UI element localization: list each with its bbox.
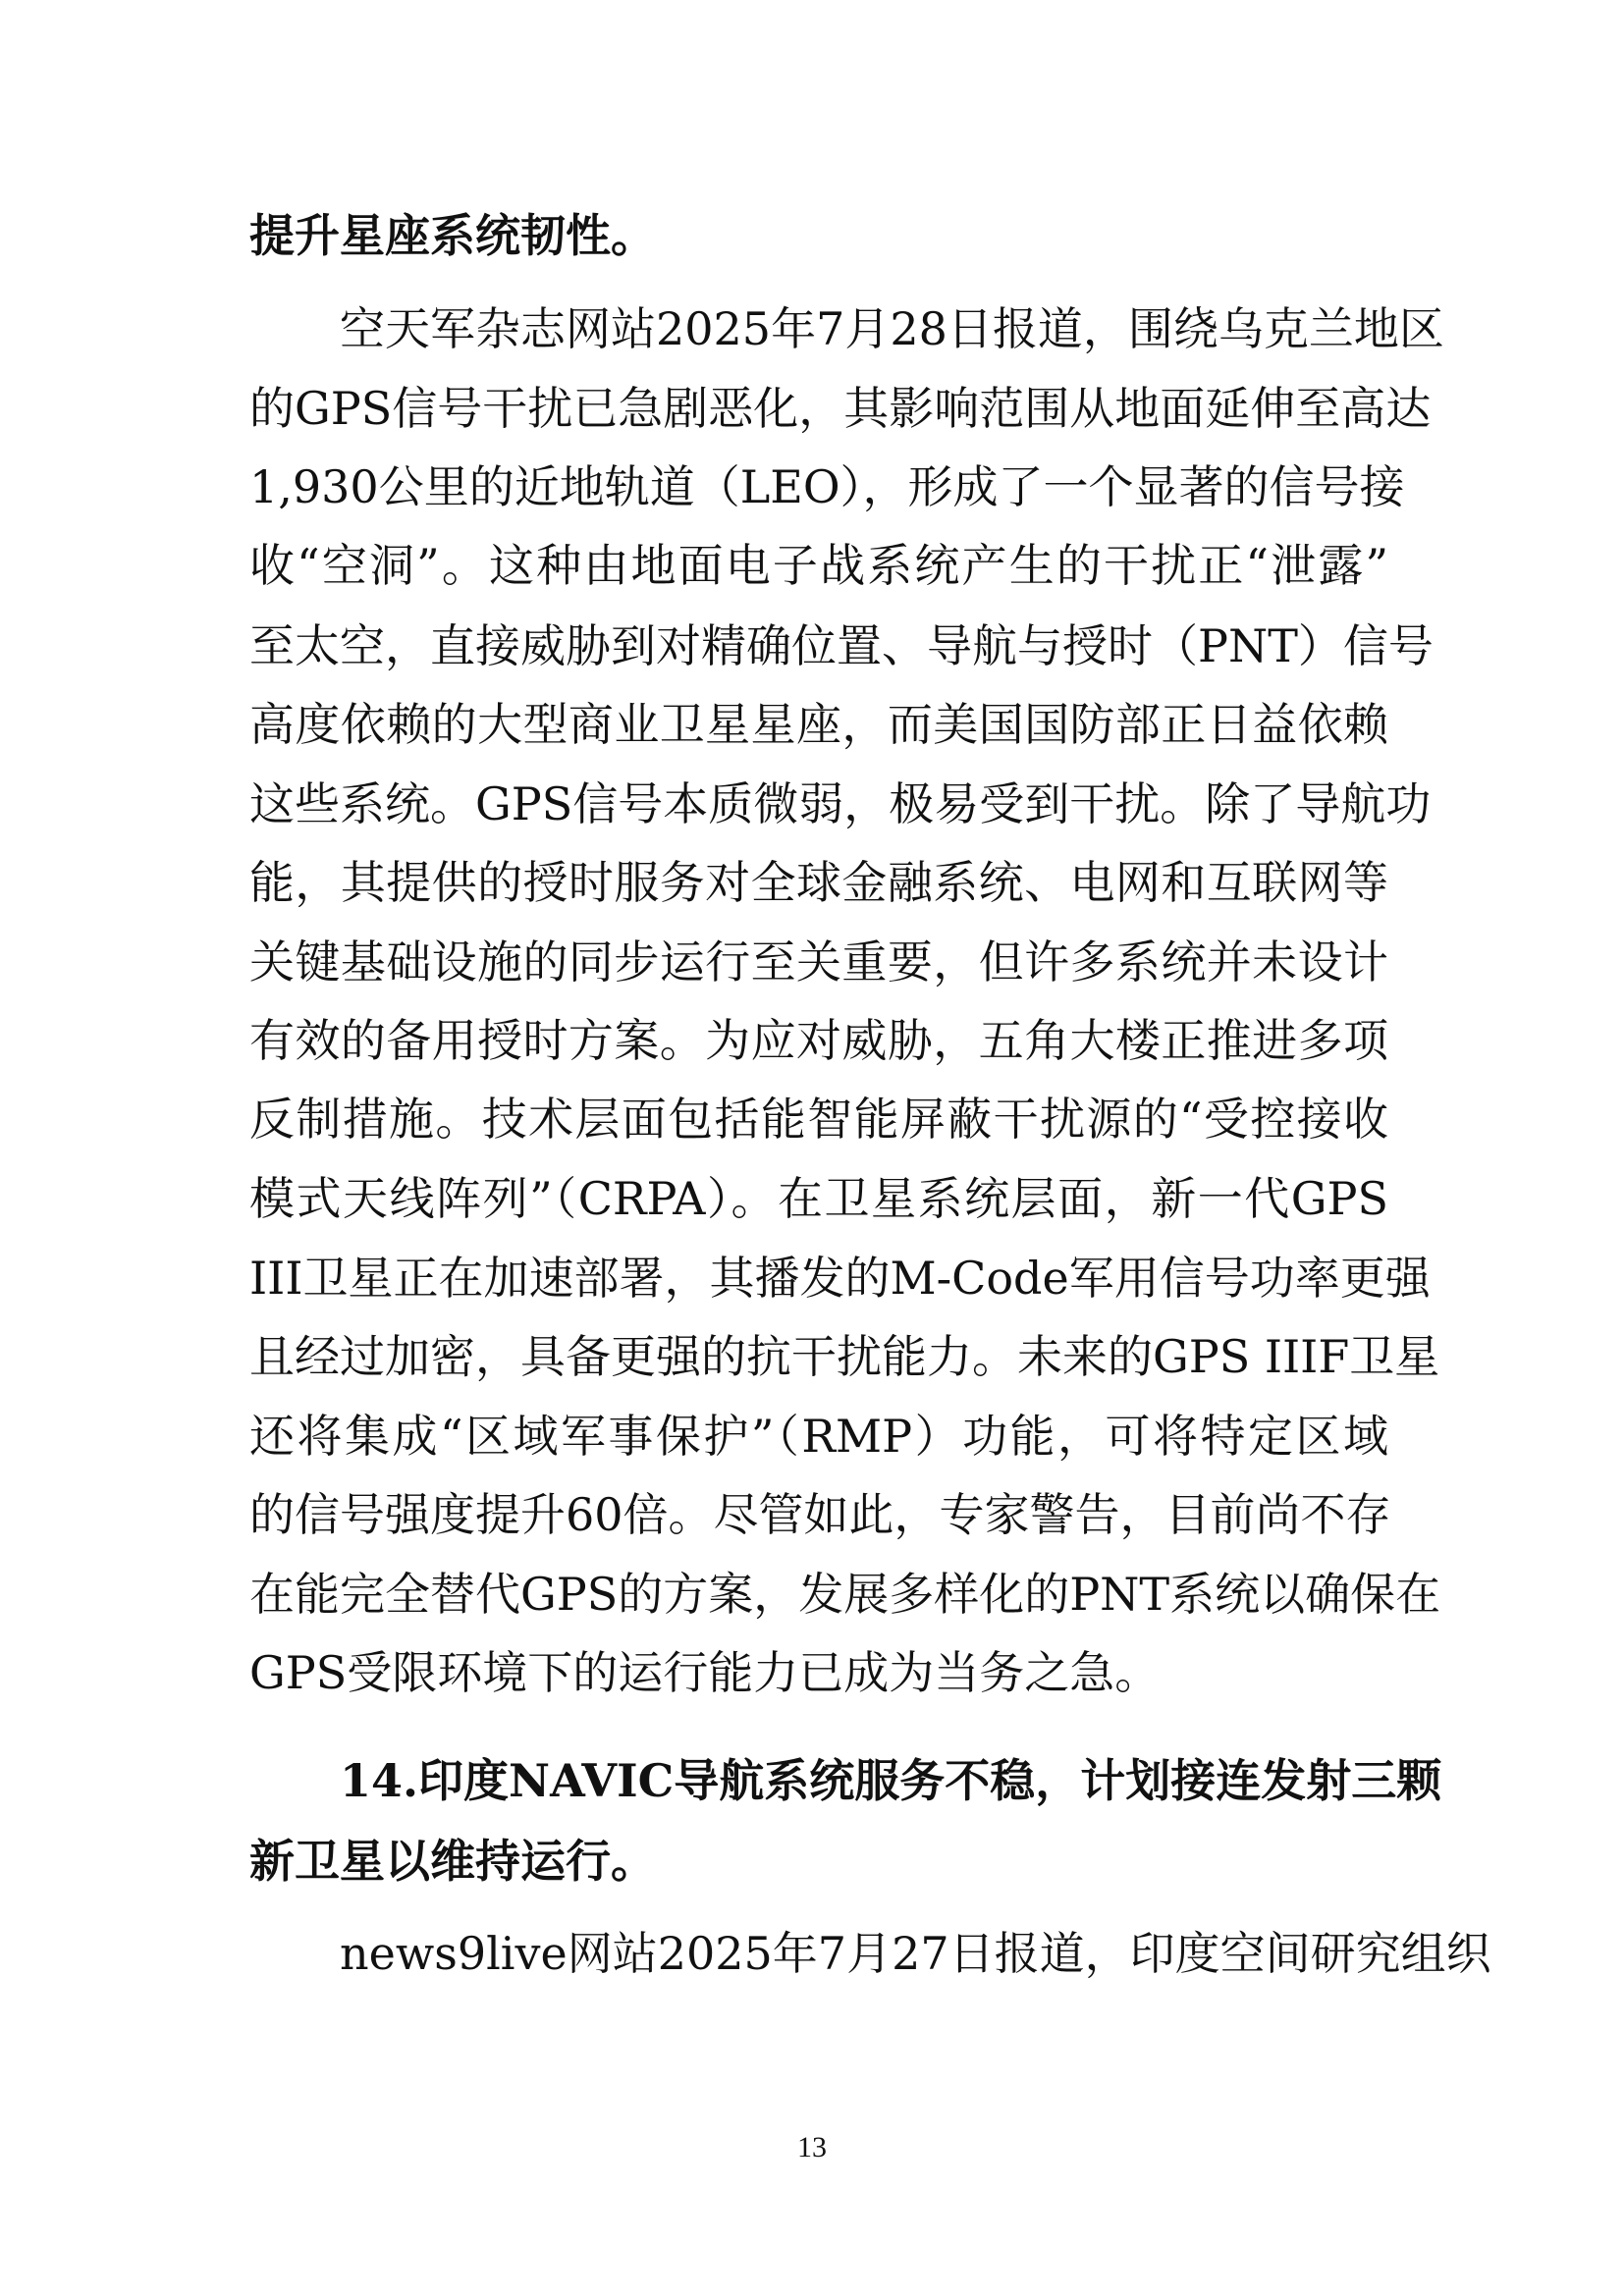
paragraph-line: 至太空，直接威胁到对精确位置、导航与授时（PNT）信号 [249, 619, 1434, 672]
section-heading-line: 14.印度NAVIC导航系统服务不稳，计划接连发射三颗 [340, 1754, 1442, 1807]
paragraph-line: 反制措施。技术层面包括能智能屏蔽干扰源的“受控接收 [249, 1093, 1388, 1146]
paragraph-line: 且经过加密，具备更强的抗干扰能力。未来的GPS IIIF卫星 [249, 1330, 1440, 1383]
paragraph-line: 高度依赖的大型商业卫星星座，而美国国防部正日益依赖 [249, 698, 1388, 751]
paragraph-line: III卫星正在加速部署，其播发的M-Code军用信号功率更强 [249, 1252, 1431, 1305]
paragraph-line: 1,930公里的近地轨道（LEO），形成了一个显著的信号接 [249, 460, 1405, 513]
paragraph-line: 空天军杂志网站2025年7月28日报道，围绕乌克兰地区 [340, 302, 1444, 355]
paragraph-line: 模式天线阵列”（CRPA）。在卫星系统层面，新一代GPS [249, 1172, 1388, 1225]
paragraph-line: 这些系统。GPS信号本质微弱，极易受到干扰。除了导航功 [249, 777, 1432, 830]
paragraph-line: 的GPS信号干扰已急剧恶化，其影响范围从地面延伸至高达 [249, 382, 1432, 435]
paragraph-line: 的信号强度提升60倍。尽管如此，专家警告，目前尚不存 [249, 1488, 1391, 1541]
continuation-heading: 提升星座系统韧性。 [249, 209, 656, 262]
paragraph-line: 收“空洞”。这种由地面电子战系统产生的干扰正“泄露” [249, 539, 1388, 592]
paragraph-line: GPS受限环境下的运行能力已成为当务之急。 [249, 1646, 1161, 1699]
paragraph-line: 还将集成“区域军事保护”（RMP）功能，可将特定区域 [249, 1410, 1388, 1463]
paragraph-line: news9live网站2025年7月27日报道，印度空间研究组织 [340, 1927, 1491, 1980]
page-number: 13 [797, 2131, 827, 2163]
paragraph-line: 在能完全替代GPS的方案，发展多样化的PNT系统以确保在 [249, 1568, 1441, 1621]
section-heading-line: 新卫星以维持运行。 [249, 1835, 656, 1888]
paragraph-line: 能，其提供的授时服务对全球金融系统、电网和互联网等 [249, 856, 1388, 909]
paragraph-line: 有效的备用授时方案。为应对威胁，五角大楼正推进多项 [249, 1014, 1388, 1067]
paragraph-line: 关键基础设施的同步运行至关重要，但许多系统并未设计 [249, 935, 1388, 988]
